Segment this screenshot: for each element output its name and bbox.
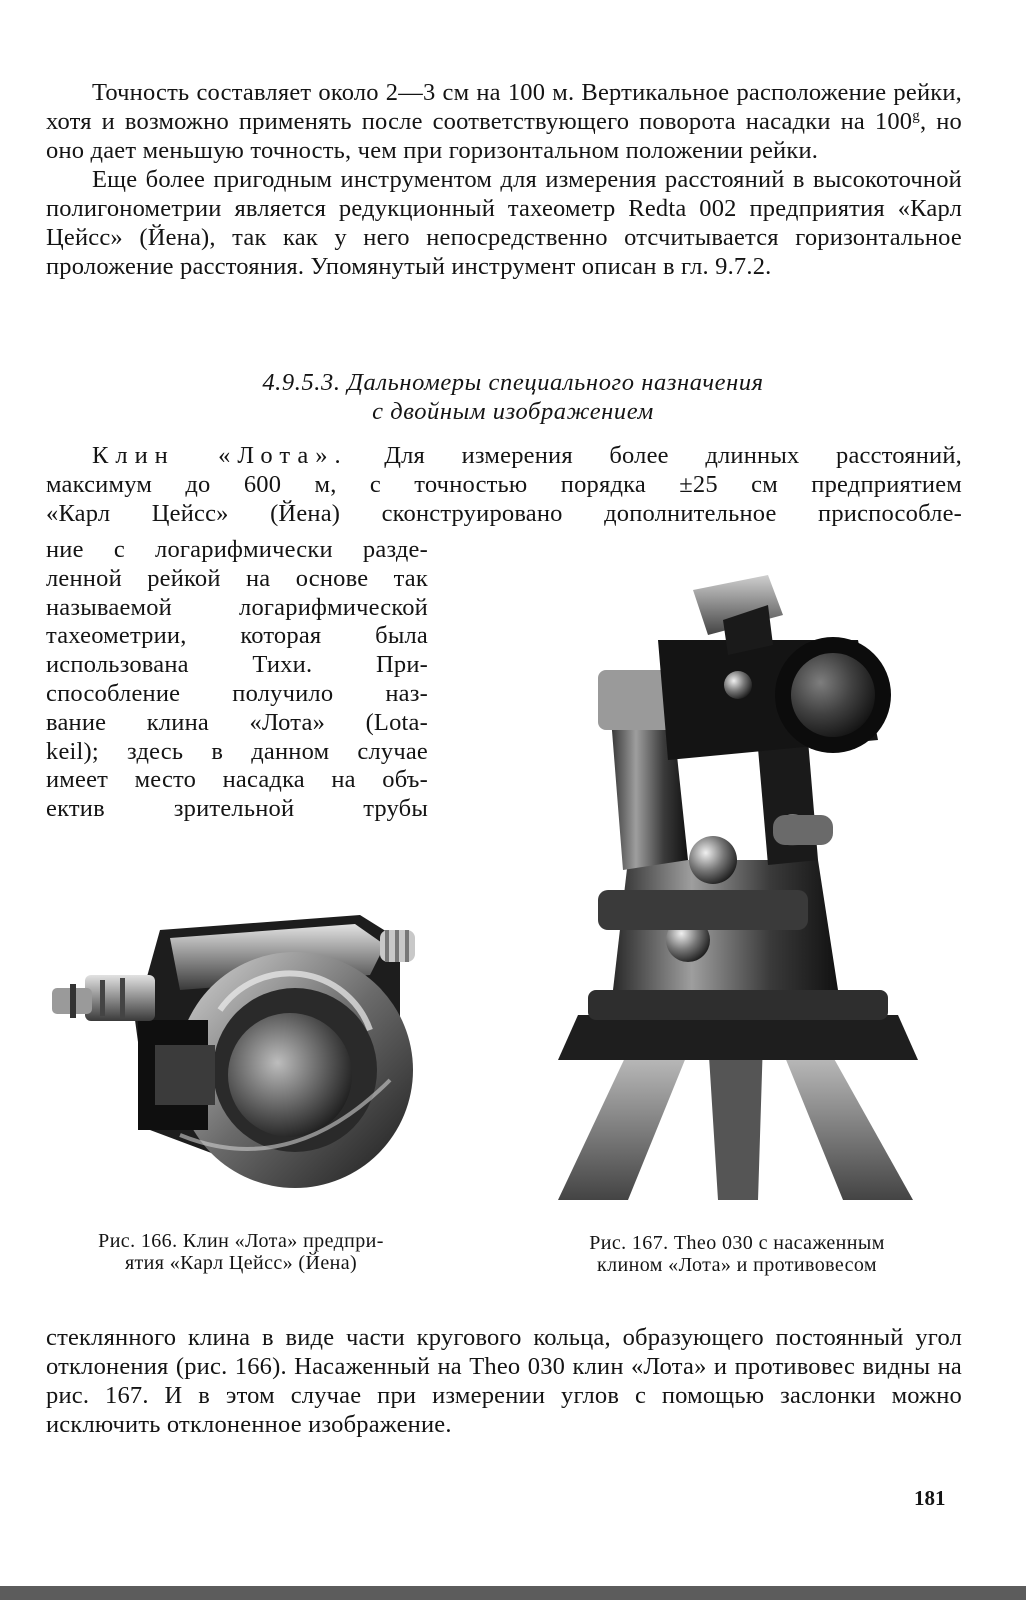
column-line: способление получило наз-	[46, 679, 428, 707]
body-text-top	[46, 78, 962, 281]
section-heading-line1: 4.9.5.3. Дальномеры специального назначения	[262, 369, 764, 396]
paragraph-accuracy	[46, 78, 962, 165]
lota-paragraph	[46, 441, 962, 528]
lota-wedge-illustration	[30, 880, 440, 1210]
column-line: использована Тихи. При-	[46, 651, 428, 679]
column-line: имеет место насадка на объ-	[46, 766, 428, 794]
figure-166-photo	[30, 880, 440, 1210]
lota-line-2: «Карл Цейсс» (Йена) сконструировано дополнительное приспособле-	[46, 500, 962, 527]
column-line: называемой логарифмической	[46, 593, 428, 621]
figure-167-caption-line2: клином «Лота» и противовесом	[597, 1254, 877, 1276]
grad-superscript: g	[912, 107, 920, 124]
scan-edge-bar	[0, 1586, 1026, 1600]
lota-line-0: Для измерения более длинных расстояний,	[384, 442, 962, 469]
paragraph-accuracy-text: Точность составляет около 2—3 см на 100 м. Вертикальное расположение рейки, хотя и возможно применять после соответствующего поворота насадки на 100	[46, 79, 962, 135]
section-heading-line2: с двойным изображением	[372, 398, 654, 425]
column-line: ние с логарифмически разде-	[46, 536, 428, 563]
column-line: вание клина «Лота» (Lota-	[46, 708, 428, 736]
figure-167-caption	[512, 1232, 962, 1276]
figure-167-caption-line1: Рис. 167. Theo 030 с насаженным	[589, 1232, 885, 1254]
column-line: ленной рейкой на основе так	[46, 564, 428, 592]
figure-167-photo	[518, 560, 950, 1210]
lota-term: Клин «Лота».	[92, 442, 348, 469]
theodolite-illustration	[518, 560, 950, 1210]
lota-first-line	[46, 441, 962, 470]
figure-166-caption	[36, 1230, 446, 1274]
lota-column-text	[46, 536, 428, 824]
column-line: тахеометрии, которая была	[46, 622, 428, 650]
figure-166-caption-line2: ятия «Карл Цейсс» (Йена)	[124, 1252, 358, 1274]
closing-paragraph-text: стеклянного клина в виде части кругового кольца, образующего постоянный угол отклонения (рис. 166). Насаженный на Theo 030 клин «Лота» и противовес видны на рис. 167. И в этом случае при измерении углов с помощью заслонки можно исключить отклоненное изображение.	[46, 1324, 962, 1438]
column-line: keil); здесь в данном случае	[46, 737, 428, 765]
section-heading	[120, 368, 906, 426]
figure-166-caption-line1: Рис. 166. Клин «Лота» предпри-	[98, 1230, 384, 1252]
column-line: ектив зрительной трубы	[46, 795, 428, 823]
closing-paragraph	[46, 1323, 962, 1439]
paragraph-accuracy-end: , но оно дает меньшую точность, чем при горизонтальном положении рейки.	[46, 108, 962, 164]
lota-line-1: максимум до 600 м, с точностью порядка ±25 см предприятием	[46, 471, 962, 498]
paragraph-redta: Еще более пригодным инструментом для измерения расстояний в высокоточной полигонометрии является редукционный тахеометр Redta 002 предприятия «Карл Цейсс» (Йена), так как у него непосредственно отсчитывается горизонтальное проложение расстояния. Упомянутый инструмент описан в гл. 9.7.2.	[46, 166, 962, 280]
page-number: 181	[914, 1486, 946, 1510]
